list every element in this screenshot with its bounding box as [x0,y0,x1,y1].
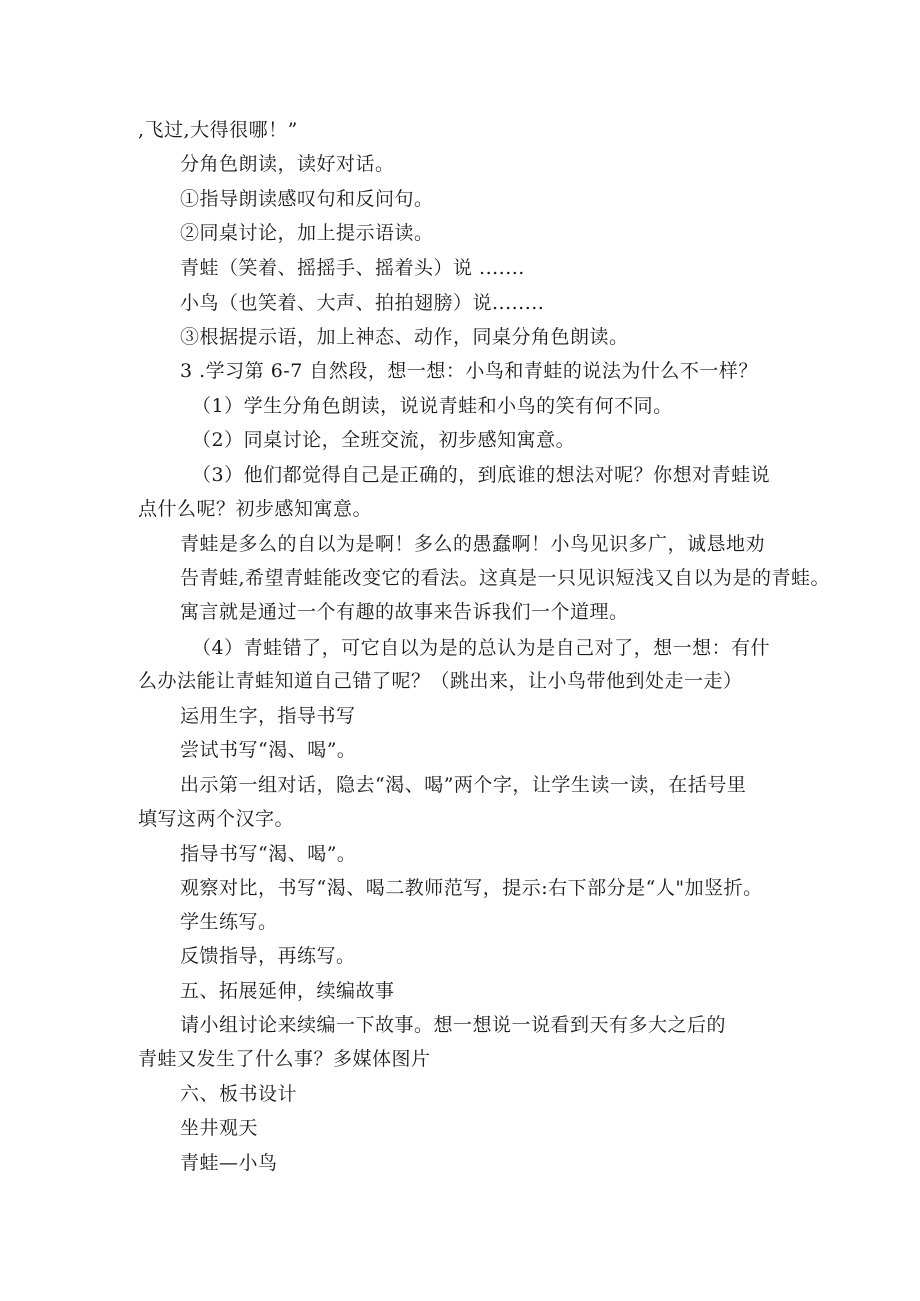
text-line: 运用生字，指导书写 [180,705,356,727]
text-line: ①指导朗读感叹句和反问句。 [180,188,434,210]
text-line: 学生练写。 [180,911,278,933]
text-line: （2）同桌讨论，全班交流，初步感知寓意。 [192,429,576,451]
text-line: 指导书写“渴、喝”。 [180,843,357,865]
text-line: 3 .学习第 6-7 自然段，想一想：小鸟和青蛙的说法为什么不一样？ [180,360,758,382]
text-line: 分角色朗读，读好对话。 [180,153,395,175]
text-line: 点什么呢？初步感知寓意。 [138,498,373,520]
text-line: 青蛙—小鸟 [180,1152,278,1174]
text-line: 尝试书写“渴、喝”。 [180,739,357,761]
text-line: （4）青蛙错了，可它自以为是的总认为是自己对了，想一想：有什 [192,637,771,659]
text-line: 请小组讨论来续编一下故事。想一想说一说看到天有多大之后的 [180,1014,727,1036]
text-line: 么办法能让青蛙知道自己错了呢？（跳出来，让小鸟带他到处走一走） [138,670,743,692]
text-line: 寓言就是通过一个有趣的故事来告诉我们一个道理。 [180,601,629,623]
text-line: ②同桌讨论，加上提示语读。 [180,222,434,244]
text-line: ,飞过,大得很哪！” [138,119,298,141]
text-line: 观察对比，书写“渴、喝二教师范写，提示:右下部分是“人"加竖折。 [180,877,763,899]
text-line: 出示第一组对话，隐去“渴、喝”两个字，让学生读一读，在括号里 [180,774,747,796]
section-heading: 六、板书设计 [180,1083,298,1105]
text-line: （1）学生分角色朗读，说说青蛙和小鸟的笑有何不同。 [192,395,673,417]
text-line: 青蛙又发生了什么事？多媒体图片 [138,1048,431,1070]
text-line: 坐井观天 [180,1117,259,1139]
text-line: 告青蛙,希望青蛙能改变它的看法。这真是一只见识短浅又自以为是的青蛙。 [180,567,831,589]
section-heading: 五、拓展延伸，续编故事 [180,980,395,1002]
text-line: 青蛙是多么的自以为是啊！多么的愚蠢啊！小鸟见识多广，诚恳地劝 [180,533,766,555]
text-line: ③根据提示语，加上神态、动作，同桌分角色朗读。 [180,326,629,348]
text-line: 小鸟（也笑着、大声、拍拍翅膀）说........ [180,292,545,314]
text-line: 青蛙（笑着、摇摇手、摇着头）说 ....... [180,257,525,279]
text-line: 反馈指导，再练写。 [180,945,356,967]
text-line: （3）他们都觉得自己是正确的，到底谁的想法对呢？你想对青蛙说 [192,464,771,486]
text-line: 填写这两个汉字。 [138,808,295,830]
